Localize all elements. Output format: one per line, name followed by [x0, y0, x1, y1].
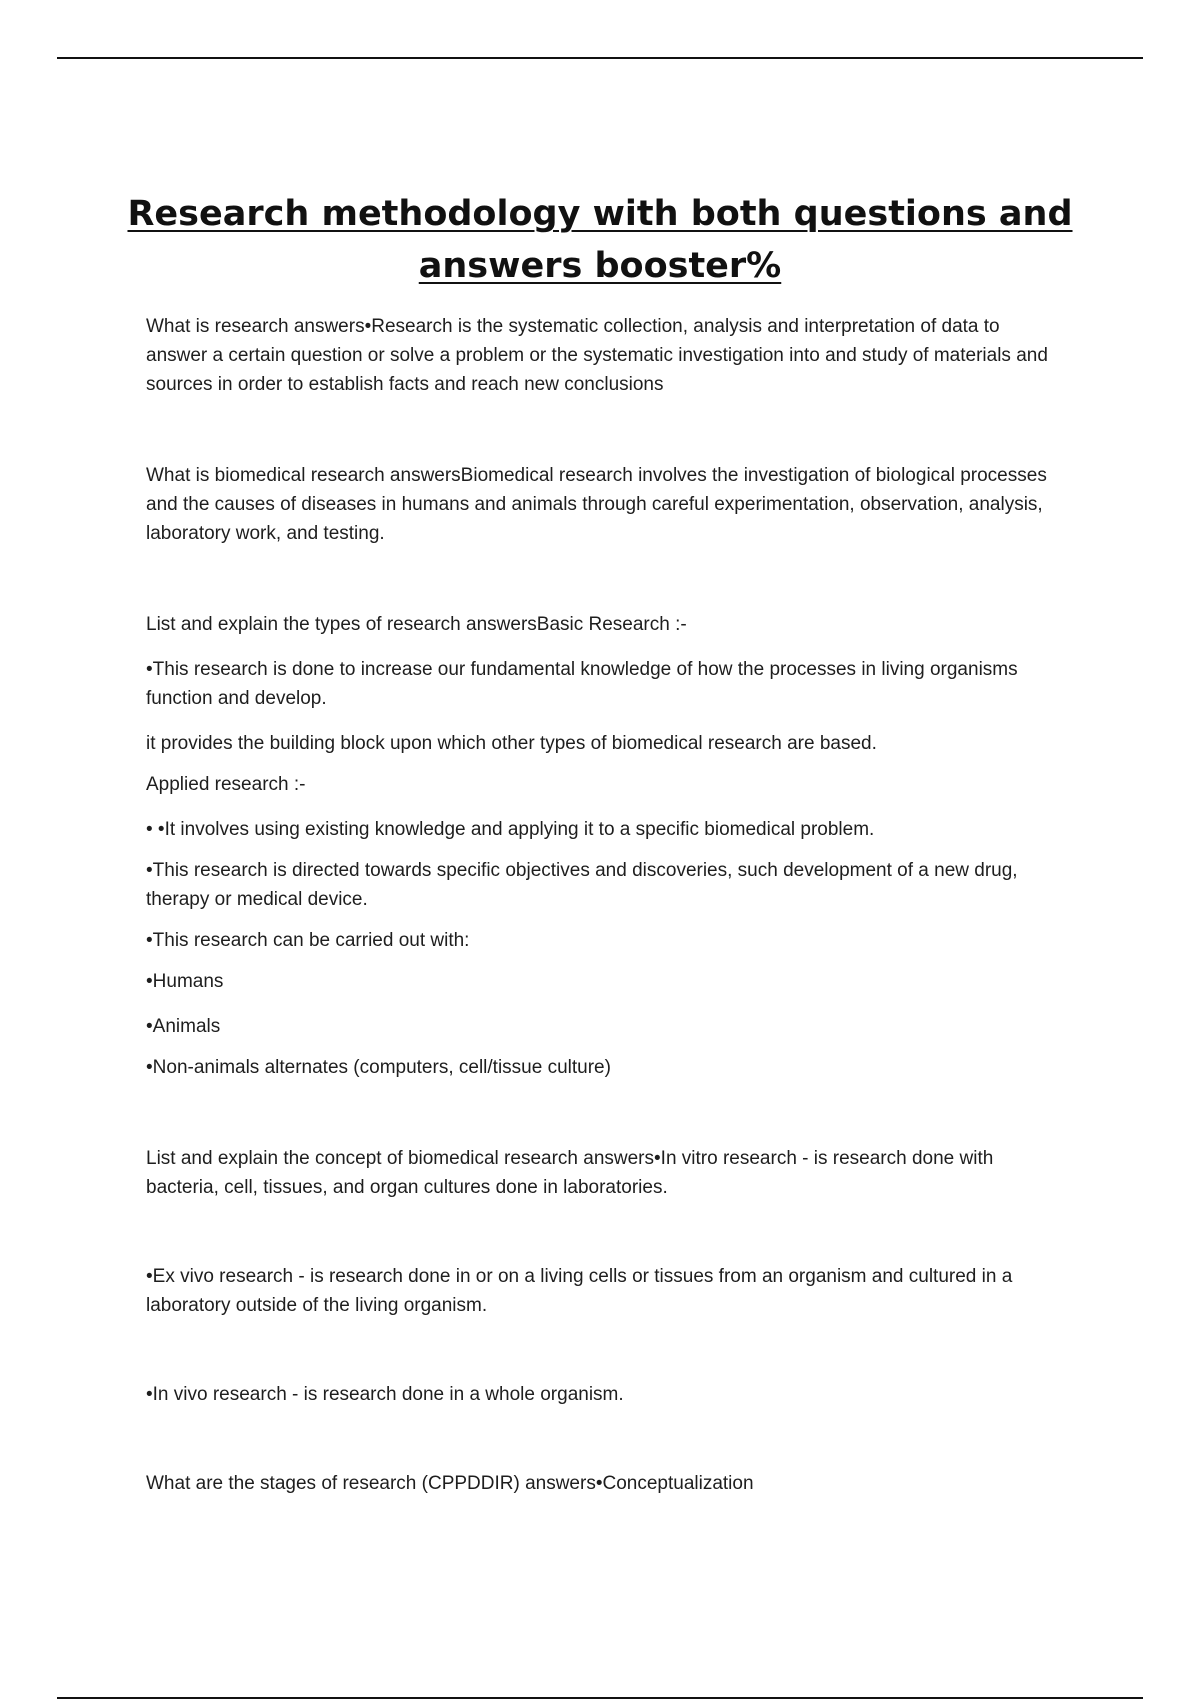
paragraph-carried-out-with: •This research can be carried out with:: [146, 930, 470, 951]
paragraph-applied-bullet-2: •This research is directed towards specific objectives and discoveries, such development of a new drug, therapy or medical device.: [146, 860, 1018, 910]
list-item-non-animals: •Non-animals alternates (computers, cell/tissue culture): [146, 1057, 611, 1078]
list-item-humans: •Humans: [146, 971, 224, 992]
top-rule: [57, 57, 1143, 59]
paragraph-stages-of-research: What are the stages of research (CPPDDIR) answers•Conceptualization: [146, 1473, 754, 1494]
paragraph-what-is-research: What is research answers•Research is the systematic collection, analysis and interpretation of data to answer a certain question or solve a problem or the systematic investigation into and study of materials and sources in order to establish facts and reach new conclusions: [146, 316, 1048, 395]
paragraph-ex-vivo: •Ex vivo research - is research done in or on a living cells or tissues from an organism and cultured in a laboratory outside of the living organism.: [146, 1266, 1013, 1316]
paragraph-building-block: it provides the building block upon which other types of biomedical research are based.: [146, 733, 877, 754]
paragraph-basic-research-bullet: •This research is done to increase our fundamental knowledge of how the processes in living organisms function and develop.: [146, 659, 1018, 709]
paragraph-in-vivo: •In vivo research - is research done in a whole organism.: [146, 1384, 624, 1405]
paragraph-concept-biomedical: List and explain the concept of biomedical research answers•In vitro research - is research done with bacteria, cell, tissues, and organ cultures done in laboratories.: [146, 1148, 994, 1198]
document-title: Research methodology with both questions and answers booster%: [127, 194, 1073, 286]
paragraph-applied-bullet-1: • •It involves using existing knowledge and applying it to a specific biomedical problem.: [146, 819, 875, 840]
bottom-rule: [57, 1697, 1143, 1699]
list-item-animals: •Animals: [146, 1016, 221, 1037]
paragraph-types-of-research: List and explain the types of research answersBasic Research :-: [146, 614, 687, 635]
document-body: [146, 312, 1066, 1498]
paragraph-applied-research: Applied research :-: [146, 774, 306, 795]
paragraph-biomedical-research: What is biomedical research answersBiomedical research involves the investigation of biological processes and the causes of diseases in humans and animals through careful experimentation, observation, analysis, laboratory work, and testing.: [146, 465, 1047, 544]
